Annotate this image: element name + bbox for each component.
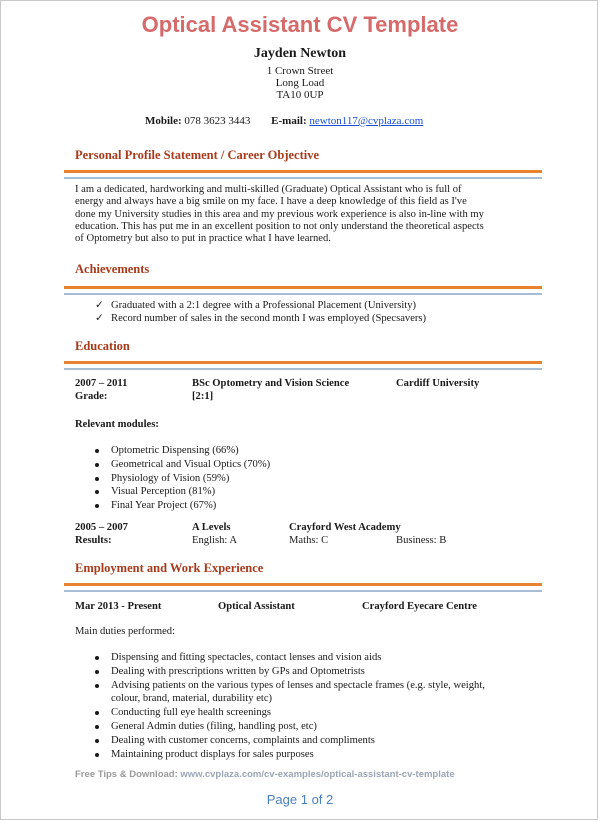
grade-label: Grade: bbox=[75, 391, 108, 402]
education-rule-orange bbox=[64, 361, 542, 364]
address-line-1: 1 Crown Street bbox=[266, 65, 334, 77]
duties-list bbox=[95, 651, 535, 761]
achievements-rule-orange bbox=[64, 286, 542, 289]
school-institution: Crayford West Academy bbox=[289, 522, 401, 533]
check-icon: ✓ bbox=[95, 300, 104, 311]
job-employer: Crayford Eyecare Centre bbox=[362, 601, 477, 612]
job-period: Mar 2013 - Present bbox=[75, 601, 162, 612]
grade-value: [2:1] bbox=[192, 391, 214, 402]
candidate-name: Jayden Newton bbox=[253, 46, 347, 61]
result-maths: Maths: C bbox=[289, 535, 329, 546]
profile-line: education. This has put me in an excellent position to not only understand the theoretical aspects bbox=[75, 220, 484, 232]
duty-item: Advising patients on the various types of lenses and spectacle frames (e.g. style, weight, bbox=[95, 679, 535, 693]
module-item: Optometric Dispensing (66%) bbox=[95, 444, 535, 458]
result-english: English: A bbox=[192, 535, 238, 546]
duty-item-continued: colour, brand, material, durability etc) bbox=[111, 693, 273, 705]
result-business: Business: B bbox=[396, 535, 447, 546]
module-item: Physiology of Vision (59%) bbox=[95, 472, 535, 486]
profile-line: energy and always have a big smile on my face. I have a deep knowledge of this field as I've bbox=[75, 196, 467, 208]
education-heading: Education bbox=[75, 339, 130, 353]
profile-line: of Optometry but also to put in practice what I have learned. bbox=[75, 233, 331, 245]
school-years: 2005 – 2007 bbox=[75, 522, 128, 533]
duty-item: Dispensing and fitting spectacles, contact lenses and vision aids bbox=[95, 651, 535, 665]
email-label: E-mail: bbox=[271, 115, 307, 127]
email-link[interactable]: newton117@cvplaza.com bbox=[309, 115, 424, 127]
job-role: Optical Assistant bbox=[218, 601, 295, 612]
profile-heading: Personal Profile Statement / Career Objective bbox=[75, 148, 320, 162]
module-item: Geometrical and Visual Optics (70%) bbox=[95, 458, 535, 472]
achievements-rule-blue bbox=[64, 293, 542, 295]
duty-item: Dealing with customer concerns, complaints and compliments bbox=[95, 734, 535, 748]
mobile-number: 078 3623 3443 bbox=[184, 115, 251, 127]
achievement-text: Record number of sales in the second month I was employed (Specsavers) bbox=[111, 313, 427, 324]
employment-rule-blue bbox=[64, 590, 542, 592]
education-rule-blue bbox=[64, 368, 542, 370]
page-number: Page 1 of 2 bbox=[266, 792, 334, 807]
duties-label: Main duties performed: bbox=[75, 626, 176, 637]
achievement-text: Graduated with a 2:1 degree with a Professional Placement (University) bbox=[111, 300, 417, 311]
profile-rule-orange bbox=[64, 170, 542, 173]
duty-item: Maintaining product displays for sales purposes bbox=[95, 748, 535, 762]
modules-list bbox=[95, 444, 535, 513]
footer-tip-url[interactable]: www.cvplaza.com/cv-examples/optical-assistant-cv-template bbox=[180, 769, 455, 780]
degree-years: 2007 – 2011 bbox=[75, 378, 128, 389]
achievement-item bbox=[95, 312, 426, 324]
achievements-heading: Achievements bbox=[75, 262, 150, 276]
duty-item: Dealing with prescriptions written by GPs and Optometrists bbox=[95, 665, 535, 679]
address-line-3: TA10 0UP bbox=[276, 89, 324, 101]
school-course: A Levels bbox=[192, 522, 231, 533]
duty-item: General Admin duties (filing, handling post, etc) bbox=[95, 720, 535, 734]
profile-line: done my University studies in this area and my previous work experience is also in-line with my bbox=[75, 208, 484, 220]
contact-line bbox=[145, 115, 423, 127]
module-item: Final Year Project (67%) bbox=[95, 499, 535, 513]
employment-rule-orange bbox=[64, 583, 542, 586]
degree-institution: Cardiff University bbox=[396, 378, 480, 389]
profile-line: I am a dedicated, hardworking and multi-skilled (Graduate) Optical Assistant who is full of bbox=[75, 184, 462, 195]
footer-tip bbox=[75, 769, 455, 780]
profile-rule-blue bbox=[64, 177, 542, 179]
mobile-label: Mobile: bbox=[145, 115, 182, 127]
address-line-2: Long Load bbox=[275, 77, 325, 89]
footer-tip-label: Free Tips & Download: bbox=[75, 769, 178, 780]
degree-course: BSc Optometry and Vision Science bbox=[192, 378, 350, 389]
employment-heading: Employment and Work Experience bbox=[75, 561, 264, 575]
duty-item: Conducting full eye health screenings bbox=[95, 706, 535, 720]
check-icon: ✓ bbox=[95, 313, 104, 324]
profile-paragraph bbox=[75, 184, 525, 245]
document-title: Optical Assistant CV Template bbox=[141, 12, 459, 37]
results-label: Results: bbox=[75, 535, 112, 546]
modules-label: Relevant modules: bbox=[75, 419, 159, 430]
achievement-item bbox=[95, 299, 416, 311]
module-item: Visual Perception (81%) bbox=[95, 485, 535, 499]
